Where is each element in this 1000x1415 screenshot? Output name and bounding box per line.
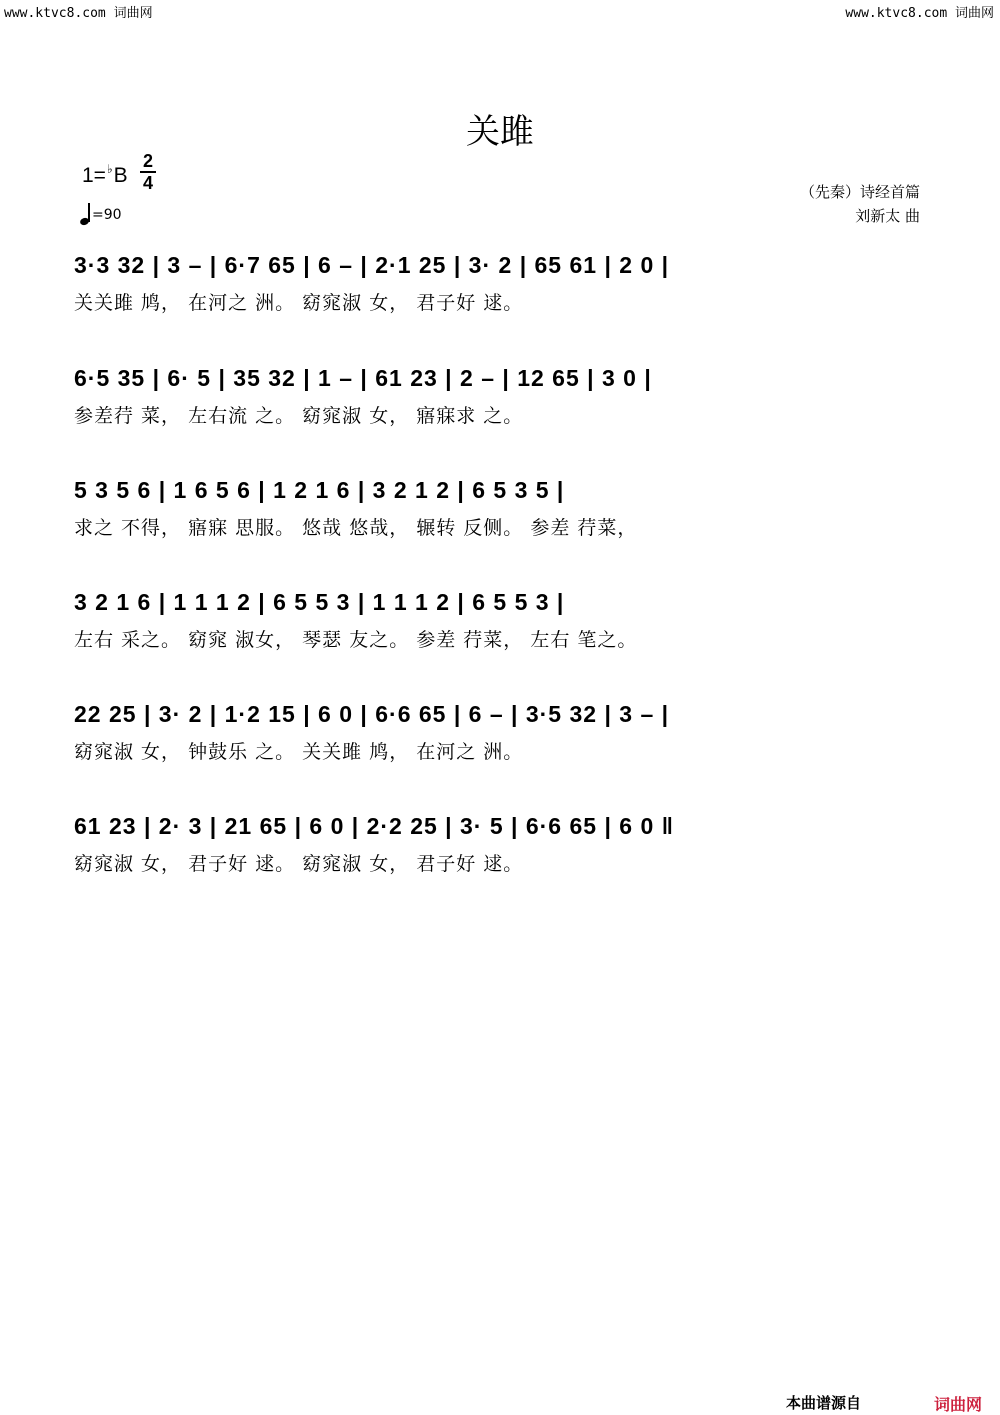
watermark-left: www.ktvc8.com 词曲网 bbox=[4, 6, 153, 21]
song-title: 关雎 bbox=[466, 112, 534, 152]
notation-line: 61 23 | 2· 3 | 21 65 | 6 0 | 2·2 25 | 3· 5 | 6·6 65 | 6 0 ‖ bbox=[74, 813, 675, 839]
notation-line: 3 2 1 6 | 1 1 1 2 | 6 5 5 3 | 1 1 1 2 | 6 5 5 3 | bbox=[74, 589, 565, 615]
time-top: 2 bbox=[142, 151, 153, 171]
key-prefix: 1= bbox=[82, 164, 106, 187]
time-signature bbox=[140, 152, 156, 192]
lyrics-line: 参差荇 菜， 左右流 之。 窈窕淑 女， 寤寐求 之。 bbox=[74, 405, 524, 427]
lyrics-line: 关关雎 鸠， 在河之 洲。 窈窕淑 女， 君子好 逑。 bbox=[74, 292, 524, 314]
lyrics-line: 窈窕淑 女， 钟鼓乐 之。 关关雎 鸠， 在河之 洲。 bbox=[74, 741, 524, 763]
key-note: B bbox=[113, 164, 128, 187]
time-bottom: 4 bbox=[142, 173, 153, 193]
watermark-right: www.ktvc8.com 词曲网 bbox=[845, 6, 994, 21]
lyrics-line: 求之 不得， 寤寐 思服。 悠哉 悠哉， 辗转 反侧。 参差 荇菜， bbox=[74, 517, 638, 539]
flat-sign: ♭ bbox=[106, 162, 113, 176]
quarter-note-icon bbox=[80, 203, 90, 225]
lyricist-credit: （先秦）诗经首篇 bbox=[799, 183, 920, 201]
score-row-2 bbox=[0, 365, 1000, 445]
score-row-1 bbox=[0, 252, 1000, 332]
score-row-6 bbox=[0, 813, 1000, 893]
source-label: 本曲谱源自 bbox=[786, 1394, 862, 1412]
key-signature bbox=[82, 162, 128, 188]
composer-credit: 刘新太 曲 bbox=[855, 207, 920, 225]
score-row-5 bbox=[0, 701, 1000, 781]
score-row-3 bbox=[0, 477, 1000, 557]
notation-line: 5 3 5 6 | 1 6 5 6 | 1 2 1 6 | 3 2 1 2 | 6 5 3 5 | bbox=[74, 477, 565, 503]
notation-line: 3·3 32 | 3 – | 6·7 65 | 6 – | 2·1 25 | 3· 2 | 65 61 | 2 0 | bbox=[74, 252, 670, 278]
credits bbox=[800, 180, 920, 228]
notation-line: 6·5 35 | 6· 5 | 35 32 | 1 – | 61 23 | 2 – | 12 65 | 3 0 | bbox=[74, 365, 652, 391]
notation-line: 22 25 | 3· 2 | 1·2 15 | 6 0 | 6·6 65 | 6 – | 3·5 32 | 3 – | bbox=[74, 701, 670, 727]
tempo-value: =90 bbox=[92, 207, 122, 223]
score-row-4 bbox=[0, 589, 1000, 669]
site-logo[interactable]: 词曲网 bbox=[934, 1395, 983, 1414]
lyrics-line: 窈窕淑 女， 君子好 逑。 窈窕淑 女， 君子好 逑。 bbox=[74, 853, 524, 875]
tempo-marking bbox=[80, 203, 122, 225]
lyrics-line: 左右 采之。 窈窕 淑女， 琴瑟 友之。 参差 荇菜， 左右 笔之。 bbox=[74, 629, 638, 651]
